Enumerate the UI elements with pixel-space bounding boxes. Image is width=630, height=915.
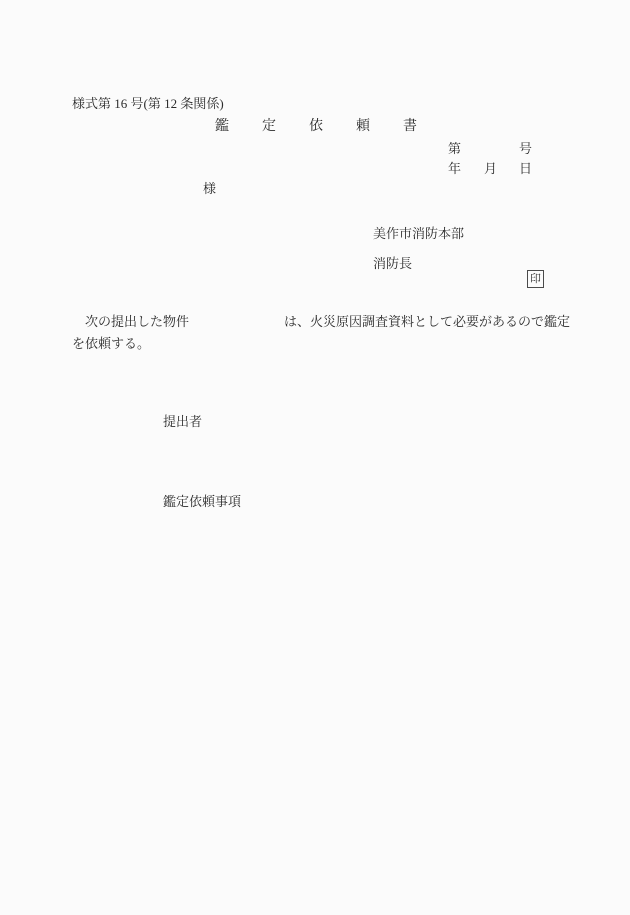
seal-mark [511, 251, 544, 306]
doc-number-suffix: 号 [519, 141, 533, 156]
body-text-line1-rest: は、火災原因調査資料として必要があるので鑑定 [284, 314, 571, 329]
date-year-label: 年 [448, 161, 462, 176]
doc-number-prefix: 第 [448, 141, 462, 156]
submitter-label: 提出者 [163, 414, 203, 429]
form-number-label: 様式第 16 号(第 12 条関係) [72, 96, 224, 111]
sender-position: 消防長 [373, 256, 413, 271]
date-month-label: 月 [484, 161, 498, 176]
doc-number-blank-field [463, 142, 517, 155]
body-text-line1-lead: 次の提出した物件 [85, 314, 190, 329]
request-items-label: 鑑定依頼事項 [163, 494, 242, 509]
date-day-label: 日 [519, 161, 533, 176]
body-blank-field [192, 315, 282, 328]
body-text-line2: を依頼する。 [72, 336, 151, 351]
addressee-honorific: 様 [203, 181, 217, 196]
document-title: 鑑定依頼書 [215, 119, 450, 134]
sender-organization: 美作市消防本部 [373, 226, 465, 241]
seal-mark-glyph: 印 [527, 270, 544, 288]
